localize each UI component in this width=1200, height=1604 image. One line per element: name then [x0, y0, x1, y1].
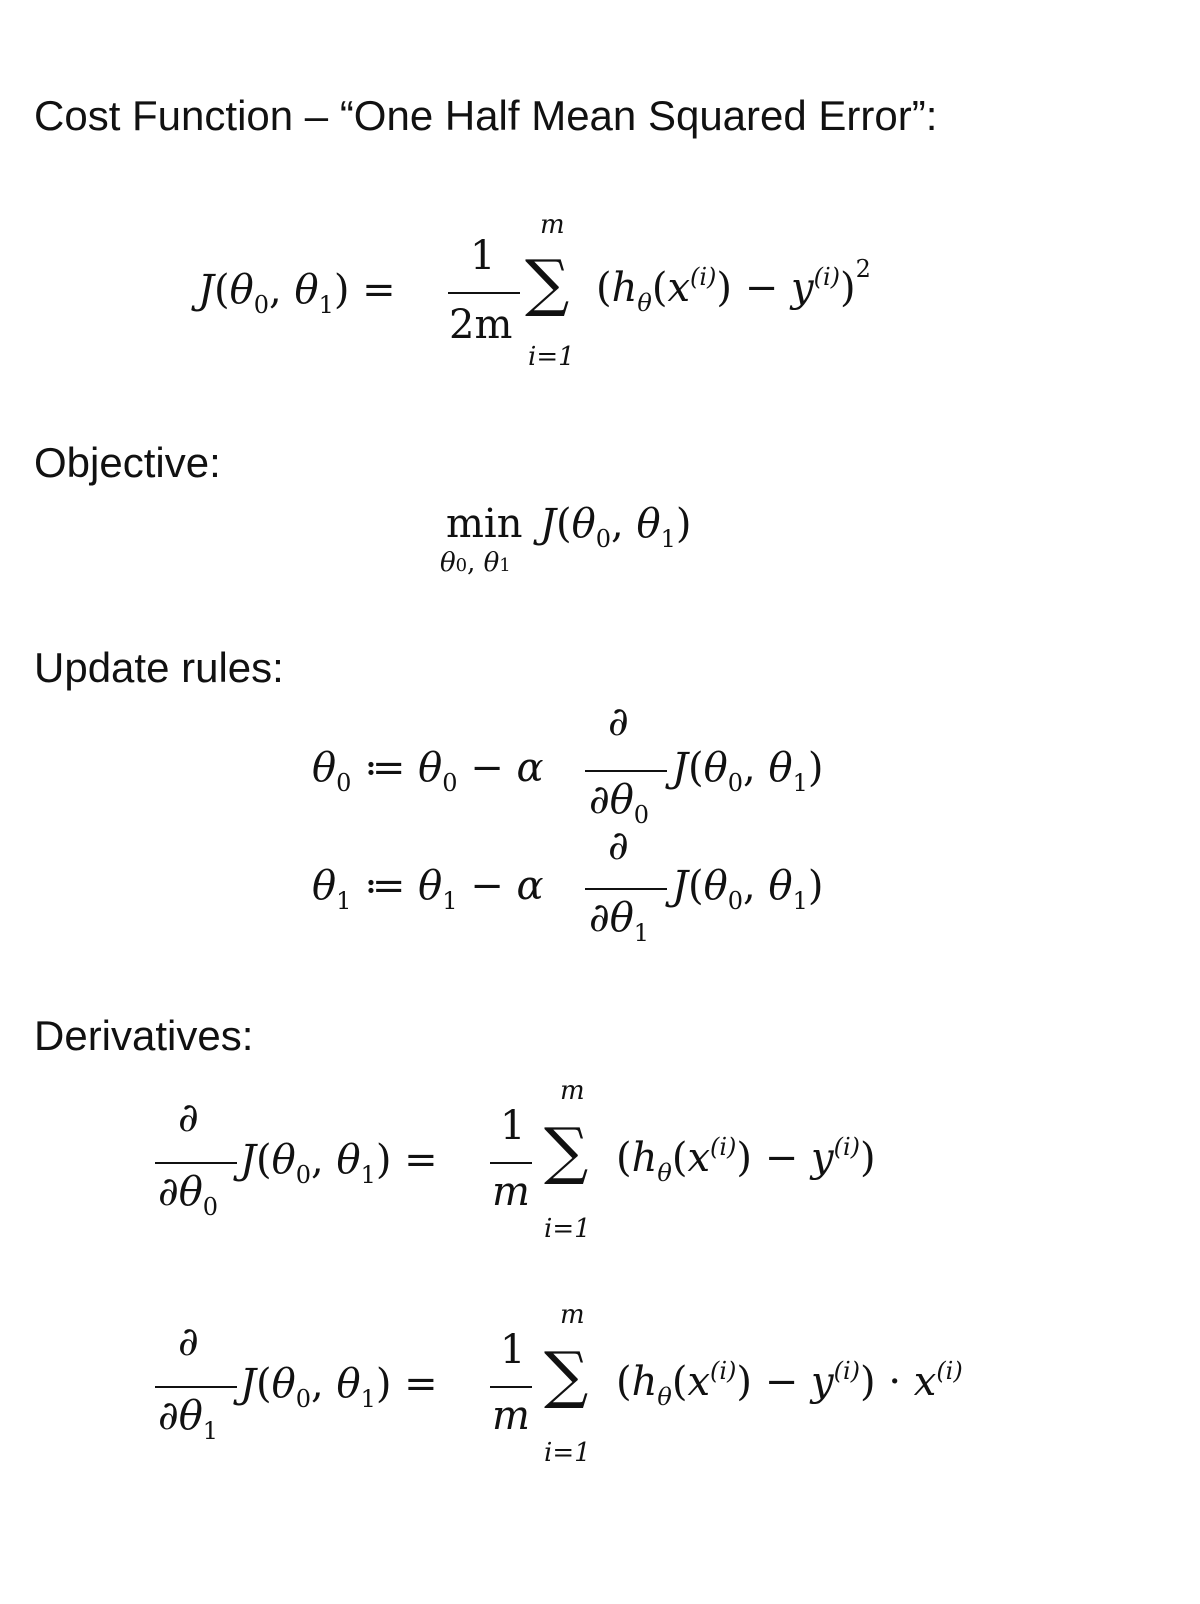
update1-function: $J(\theta_0$, $\theta_1$): [672, 863, 824, 915]
objective-function: $J(\theta_0$, $\theta_1$): [540, 501, 692, 553]
min-subscript: θ0, θ1: [440, 548, 511, 578]
deriv0-summand: $(h_\theta(x^{(i)}) - y^{(i)})$: [616, 1133, 876, 1187]
update-rules-heading: Update rules:: [34, 644, 284, 691]
deriv0-function: $J(\theta_0$, $\theta_1$) =: [240, 1137, 438, 1189]
deriv0-fraction-bar: [490, 1162, 532, 1164]
cost-sum-lower: i=1: [528, 342, 575, 372]
update0-function: $J(\theta_0$, $\theta_1$): [672, 745, 824, 797]
deriv0-partial-denominator: $\partial\theta_0$: [158, 1169, 219, 1221]
update0-fraction-bar: [585, 770, 667, 772]
update1-partial-numerator: ∂: [608, 823, 629, 869]
update0-left: $\theta_0$ ≔ $\theta_0 - \alpha$: [312, 745, 544, 797]
derivatives-heading: Derivatives:: [34, 1012, 254, 1059]
deriv1-fraction-denominator: m: [492, 1393, 530, 1439]
cost-function-heading: Cost Function – “One Half Mean Squared Error”:: [34, 92, 938, 139]
deriv1-sum-lower: i=1: [544, 1438, 591, 1468]
cost-fraction-bar: [448, 292, 520, 294]
deriv0-sum-sigma: ∑: [544, 1114, 589, 1187]
cost-sum-upper: m: [540, 210, 565, 240]
deriv1-partial-numerator: ∂: [178, 1319, 199, 1365]
deriv0-sum-lower: i=1: [544, 1214, 591, 1244]
update1-fraction-bar: [585, 888, 667, 890]
deriv1-fraction-numerator: 1: [500, 1327, 526, 1373]
deriv1-partial-bar: [155, 1386, 237, 1388]
objective-heading: Objective:: [34, 439, 221, 486]
cost-lhs: $J(\theta_0$, $\theta_1$) =: [198, 267, 396, 319]
deriv1-summand: $(h_\theta(x^{(i)}) - y^{(i)}) \cdot x^{(i)}$: [616, 1357, 963, 1411]
update1-left: $\theta_1$ ≔ $\theta_1 - \alpha$: [312, 863, 544, 915]
deriv1-fraction-bar: [490, 1386, 532, 1388]
deriv1-function: $J(\theta_0$, $\theta_1$) =: [240, 1361, 438, 1413]
deriv0-partial-numerator: ∂: [178, 1095, 199, 1141]
min-operator: min: [446, 501, 523, 547]
update1-partial-denominator: $\partial\theta_1$: [589, 895, 650, 947]
update0-partial-numerator: ∂: [608, 699, 629, 745]
deriv0-sum-upper: m: [560, 1076, 585, 1106]
deriv0-fraction-numerator: 1: [500, 1103, 526, 1149]
deriv1-sum-upper: m: [560, 1300, 585, 1330]
update0-partial-denominator: $\partial\theta_0$: [589, 777, 650, 829]
deriv0-partial-bar: [155, 1162, 237, 1164]
deriv1-partial-denominator: $\partial\theta_1$: [158, 1393, 219, 1445]
deriv0-fraction-denominator: m: [492, 1169, 530, 1215]
cost-fraction-denominator: 2m: [449, 302, 513, 348]
cost-sum-sigma: ∑: [525, 246, 570, 319]
deriv1-sum-sigma: ∑: [544, 1338, 589, 1411]
cost-fraction-numerator: 1: [470, 233, 496, 279]
cost-summand: $(h_\theta(x^{(i)}) - y^{(i)})^2$: [596, 255, 871, 317]
